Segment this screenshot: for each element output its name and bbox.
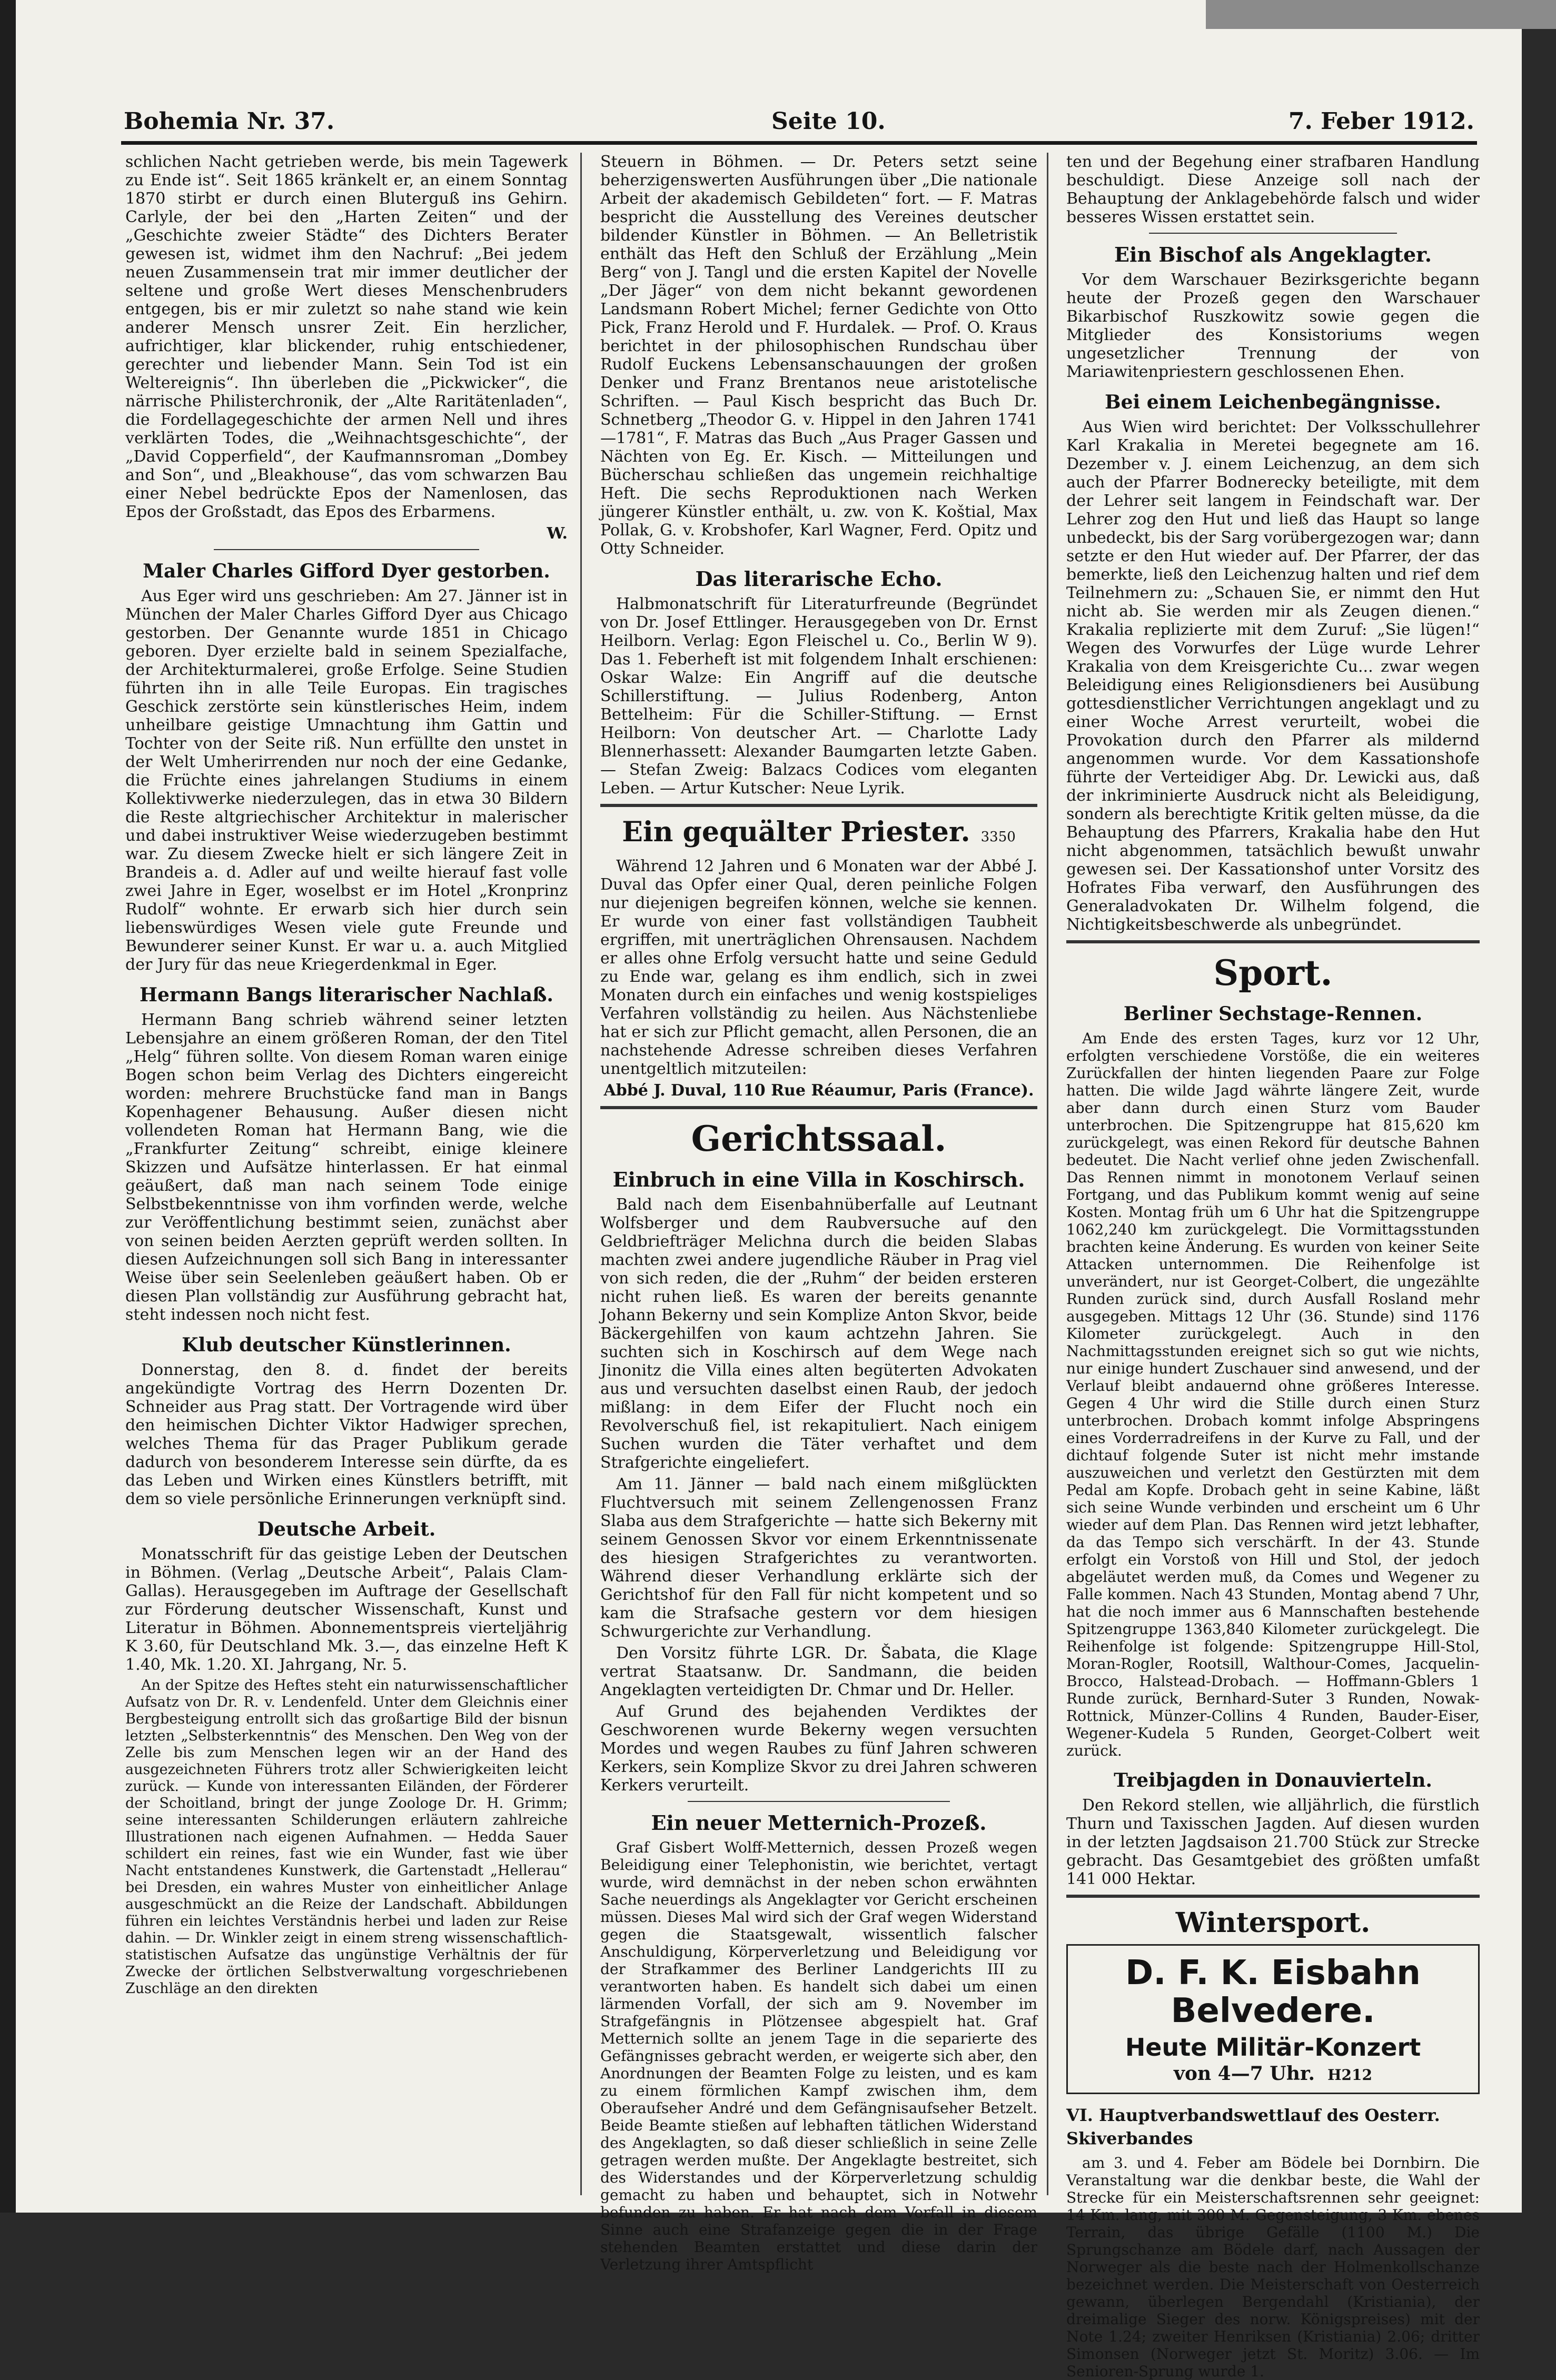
article-text: Den Vorsitz führte LGR. Dr. Šabata, die Klage vertrat Staatsanw. Dr. Sandmann, die beiden Angeklagten verteidigten Dr. Chmar und Dr. Heller. <box>600 1644 1037 1699</box>
article-text: Halbmonatschrift für Literaturfreunde (Begründet von Dr. Josef Ettlinger. Herausgegeben von Dr. Ernst Heilborn. Verlag: Egon Fleischel u. Co., Berlin W 9). Das 1. Feberheft ist mit folgendem Inhalt erschienen: Oskar Walze: Ein Angriff auf die deutsche Schillerstiftung. — Julius Rodenberg, Anton Bettelheim: Für die Schiller-Stiftung. — Ernst Heilborn: Von deutscher Art. — Charlotte Lady Blennerhassett: Alexander Baumgarten letzte Gaben. — Stefan Zweig: Balzacs Codices vom eleganten Leben. — Artur Kutscher: Neue Lyrik. <box>600 595 1037 798</box>
article-text: Vor dem Warschauer Bezirksgerichte begann heute der Prozeß gegen den Warschauer Bikarbischof Ruszkowitz sowie gegen die Mitglieder des Konsistoriums wegen ungesetzlicher Trennung der von Mariawitenpriestern geschlossenen Ehen. <box>1066 271 1480 381</box>
divider <box>1066 940 1480 943</box>
column-1 <box>125 153 568 2206</box>
ad-time-text: von 4—7 Uhr. <box>1174 2063 1315 2085</box>
article-headline: Treibjagden in Donauvierteln. <box>1114 1769 1432 1791</box>
article-text: Am 11. Jänner — bald nach einem mißglückten Fluchtversuch mit seinem Zellengenossen Franz Slaba aus dem Strafgerichte — hatte sich Bekerny mit seinem Genossen Skvor vor einem Erkenntnissenate des hiesigen Strafgerichtes zu verantworten. Während dieser Verhandlung erklärte sich der Gerichtshof für den Fall für nicht kompetent und so kam die Strafsache gestern vor dem hiesigen Schwurgerichte zur Verhandlung. <box>600 1475 1037 1641</box>
divider <box>688 1801 950 1802</box>
article-headline: VI. Hauptverbandswettlauf des Oesterr. Skiverbandes <box>1066 2105 1440 2148</box>
article-headline: Einbruch in eine Villa in Koschirsch. <box>612 1168 1025 1191</box>
ad-number: 3350 <box>980 829 1016 845</box>
article-text: ten und der Begehung einer strafbaren Handlung beschuldigt. Diese Anzeige soll nach der Behauptung der Anklagebehörde falsch und wider besseres Wissen erstattet sein. <box>1066 153 1480 226</box>
ad-code: H212 <box>1327 2066 1372 2084</box>
article-text: An der Spitze des Heftes steht ein naturwissenschaftlicher Aufsatz von Dr. R. v. Lendenfeld. Unter dem Gleichnis einer Bergbesteigung entrollt sich das großartige Bild der bisnun letzten „Selbsterkenntnis“ des Menschen. Den Weg von der Zelle bis zum Menschen legen wir an der Hand des ausgezeichneten Führers trotz aller Schwierigkeiten leicht zurück. — Kunde von interessanten Eiländen, der Förderer der Schoitland, bringt der junge Zoologe Dr. H. Grimm; seine interessanten Schilderungen erläutern zahlreiche Illustrationen nach eigenen Aufnahmen. — Hedda Sauer schildert ein reines, fast wie ein Wunder, fast wie über Nacht entstandenes Kunstwerk, die Gartenstadt „Hellerau“ bei Dresden, ein wahres Muster von einheitlicher Anlage ausgeschmückt an die Reize der Landschaft. Abbildungen führen ein leichtes Verständnis herbei und laden zur Reise dahin. — Dr. Winkler zeigt in einem streng wissenschaftlich-statistischen Aufsatze das ungünstige Verhältnis der für Zwecke der örtlichen Selbstverwaltung vorgeschriebenen Zuschläge an den direkten <box>125 1677 568 1997</box>
article-headline: Deutsche Arbeit. <box>257 1518 436 1540</box>
article-text: Den Rekord stellen, wie alljährlich, die fürstlich Thurn und Taxisschen Jagden. Auf diesen wurden in der letzten Jagdsaison 21.700 Stück zur Strecke gebracht. Das Gesamtgebiet des größten umfaßt 141 000 Hektar. <box>1066 1796 1480 1888</box>
section-heading: Wintersport. <box>1175 1907 1371 1939</box>
header-page-number: Seite 10. <box>771 108 886 135</box>
divider <box>214 549 479 550</box>
article-headline: Das literarische Echo. <box>695 567 943 591</box>
article-headline: Berliner Sechstage-Rennen. <box>1123 1003 1423 1025</box>
ad-text: Während 12 Jahren und 6 Monaten war der Abbé J. Duval das Opfer einer Qual, deren peinliche Folgen nur diejenigen begreifen können, welche sie kennen. Er wurde von einer fast vollständigen Taubheit ergriffen, mit unerträglichen Ohrensausen. Nachdem er alles ohne Erfolg versucht hatte und seine Geduld zu Ende war, gelang es ihm endlich, sich in zwei Monaten durch ein einfaches und wenig kostspieliges Verfahren vollständig zu heilen. Aus Nächstenliebe hat er sich zur Pflicht gemacht, allen Personen, die an nachstehende Adresse schreiben dieses Verfahren unentgeltlich mitzuteilen: <box>600 857 1037 1078</box>
newspaper-page <box>16 0 1522 2380</box>
article-text: Aus Wien wird berichtet: Der Volksschullehrer Karl Krakalia in Meretei begegnete am 16. Dezember v. J. einem Leichenzug, an dem sich auch der Pfarrer Bodnerecky beteiligte, mit dem der Lehrer seit langem in Feindschaft war. Der Lehrer zog den Hut und ließ das Haupt so lange unbedeckt, bis der Sarg vorübergezogen war; dann setzte er den Hut wieder auf. Der Pfarrer, der das bemerkte, ließ den Leichenzug halten und rief dem Teilnehmern zu: „Schauen Sie, er nimmt den Hut nicht ab. Sie werden mir als Zeugen dienen.“ Krakalia replizierte mit dem Zuruf: „Sie lügen!“ Wegen des Vorwurfes der Lüge wurde Lehrer Krakalia von dem Kreisgerichte Cu... zwar wegen Beleidigung eines Religionsdieners bei Ausübung gottesdienstlicher Verrichtungen angeklagt und zu einer Woche Arrest verurteilt, wobei die Provokation durch den Pfarrer als mildernd angenommen wurde. Vor dem Kassationshofe führte der Verteidiger Abg. Dr. Lewicki aus, daß der inkriminierte Ausdruck nicht als Beleidigung, sondern als berechtigte Kritik gelten müsse, da die Behauptung des Pfarrers, Krakalia habe den Hut nicht abgenommen, tatsächlich bewußt unwahr gewesen sei. Der Kassationshof unter Vorsitz des Hofrates Fiba verwarf, den Ausführungen des Generaladvokaten Dr. Wilhelm folgend, die Nichtigkeitsbeschwerde als unbegründet. <box>1066 418 1480 934</box>
article-text: Donnerstag, den 8. d. findet der bereits angekündigte Vortrag des Herrn Dozenten Dr. Schneider aus Prag statt. Der Vortragende wird über den heimischen Dichter Viktor Hadwiger sprechen, welches Thema für das Prager Publikum gerade dadurch von besonderem Interesse sein dürfte, da es das Leben und Wirken eines Künstlers betrifft, mit dem so viele persönliche Erinnerungen verknüpft sind. <box>125 1361 568 1508</box>
page-header <box>124 108 1474 140</box>
article-headline: Bei einem Leichenbegängnisse. <box>1105 391 1441 413</box>
ad-time <box>1075 2065 1471 2084</box>
column-3 <box>1066 153 1480 2380</box>
advertisement <box>600 816 1037 1100</box>
article-text: Graf Gisbert Wolff-Metternich, dessen Prozeß wegen Beleidigung einer Telephonistin, wie berichtet, vertagt wurde, wird demnächst in der neben schon erwähnten Sache neuerdings als Angeklagter vor Gericht erscheinen müssen. Dieses Mal wird sich der Graf wegen Widerstand gegen die Staatsgewalt, wissentlich falscher Anschuldigung, Körperverletzung und Beleidigung vor der Strafkammer des Berliner Landgerichts III zu verantworten haben. Es handelt sich dabei um einen lärmenden Vorfall, der sich am 9. November im Strafgefängnis in Plötzensee abgespielt hat. Graf Metternich sollte an jenem Tage in die separierte des Gefängnisses gebracht werden, er weigerte sich aber, den Anordnungen der Beamten Folge zu leisten, und es kam zu einem förmlichen Kampf zwischen ihm, dem Oberaufseher André und dem Gefängnisaufseher Betzelt. Beide Beamte stießen auf lebhaften tätlichen Widerstand des Angeklagten, so daß dieser schließlich in seine Zelle getragen werden mußte. Der Angeklagte bestreitet, sich des Widerstandes und der Körperverletzung schuldig gemacht zu haben und behauptet, sich in Notwehr befunden zu haben. Er hat nach dem Vorfall in diesem Sinne auch eine Strafanzeige gegen die in der Frage stehenden Beamten erstattet und diese darin der Verletzung ihrer Amtspflicht <box>600 1839 1037 2273</box>
ad-subtitle: Heute Militär-Konzert <box>1125 2033 1421 2062</box>
header-masthead: Bohemia Nr. 37. <box>124 108 335 135</box>
article-text: Bald nach dem Eisenbahnüberfalle auf Leutnant Wolfsberger und dem Raubversuche auf den Geldbriefträger Melichna durch die beiden Slabas machten zwei andere jugendliche Räuber in Prag viel von sich reden, die der „Ruhm“ der beiden ersteren nicht ruhen ließ. Es waren der bereits genannte Johann Bekerny und sein Komplize Anton Skvor, beide Bäckergehilfen von kaum achtzehn Jahren. Sie suchten sich in Koschirsch auf dem Wege nach Jinonitz die Villa eines alten begüterten Advokaten aus und versuchten daselbst einen Raub, der jedoch mißlang: in dem Eifer der Flucht noch ein Revolverschuß fiel, ist rekapituliert. Nach einigem Suchen wurden die Täter verhaftet und dem Strafgerichte eingeliefert. <box>600 1196 1037 1472</box>
article-text: Steuern in Böhmen. — Dr. Peters setzt seine beherzigenswerten Ausführungen über „Die nationale Arbeit der akademisch Gebildeten“ fort. — F. Matras bespricht die Ausstellung des Vereines deutscher bildender Künstler in Böhmen. — An Belletristik enthält das Heft den Schluß der Erzählung „Mein Berg“ von J. Tangl und die ersten Kapitel der Novelle „Der Jäger“ von dem nicht bekannt gewordenen Landsmann Robert Michel; ferner Gedichte von Otto Pick, Franz Herold und F. Hurdalek. — Prof. O. Kraus berichtet in der philosophischen Rundschau über Rudolf Euckens Lebensanschauungen der großen Denker und Franz Brentanos neue aristotelische Schriften. — Paul Kisch bespricht das Buch Dr. Schnetberg „Theodor G. v. Hippel in den Jahren 1741—1781“, F. Matras das Buch „Aus Prager Gassen und Nächten von Eg. Er. Kisch. — Mitteilungen und Bücherschau schließen das ungemein reichhaltige Heft. Die sechs Reproduktionen nach Werken jüngerer Künstler enthält, u. zw. von K. Koštial, Max Pollak, G. v. Krobshofer, Karl Wagner, Ferd. Opitz und Otty Schneider. <box>600 153 1037 558</box>
article-text: am 3. und 4. Feber am Bödele bei Dornbirn. Die Veranstaltung war die denkbar beste, die Wahl der Strecke für ein Meisterschaftsrennen sehr geeignet: 14 Km. lang, mit 300 M. Gegensteigung, 3 Km. ebenes Terrain, das übrige Gefälle (1100 M.) Die Sprungschanze am Bödele darf, nach Aussagen der Norweger als die beste nach der Holmenkollschanze bezeichnet werden. Die Meisterschaft von Oesterreich gewann, überlegen Bergendahl (Kristiania), der dreimalige Sieger des norw. Königspreises) mit der Note 1.24; zweiter Henriksen (Kristiania) 2.06; dritter Simonsen (Norweger jetzt St. Moritz) 3.06. — Im Senioren-Sprung wurde 1. <box>1066 2154 1480 2380</box>
article-text: Aus Eger wird uns geschrieben: Am 27. Jänner ist in München der Maler Charles Gifford Dyer aus Chicago gestorben. Der Genannte wurde 1851 in Chicago geboren. Dyer erzielte bald in seinem Spezialfache, der Architekturmalerei, große Erfolge. Seine Studien führten ihn in alle Teile Europas. Ein tragisches Geschick zerstörte sein künstlerisches Heim, indem unheilbare geistige Umnachtung ihm Gattin und Tochter von der Seite riß. Nun erfüllte den unstet in der Welt Umherirrenden nur noch der eine Gedanke, die Früchte eines jahrelangen Studiums in einem Kollektivwerke niederzulegen, das in etwa 30 Bildern die Reste altgriechischer Architektur in malerischer und dabei instruktiver Weise wiederzugeben bestimmt war. Zu diesem Zwecke hielt er sich längere Zeit in Brandeis a. d. Adler auf und weilte hierauf fast volle zwei Jahre in Eger, woselbst er im Hotel „Kronprinz Rudolf“ wohnte. Er erwarb sich hier durch sein liebenswürdiges Wesen viele gute Freunde und Bewunderer seiner Kunst. Er war u. a. auch Mitglied der Jury für das neue Kriegerdenkmal in Eger. <box>125 587 568 974</box>
column-2 <box>600 153 1037 2273</box>
divider <box>600 804 1037 807</box>
section-heading: Gerichtssaal. <box>691 1118 947 1159</box>
ad-title: D. F. K. Eisbahn Belvedere. <box>1125 1954 1421 2030</box>
header-date: 7. Feber 1912. <box>1288 108 1474 135</box>
ad-title: Ein gequälter Priester. <box>622 816 970 848</box>
column-rule <box>1047 153 1048 2195</box>
article-text: Hermann Bang schrieb während seiner letzten Lebensjahre an einem größeren Roman, der den Titel „Helg“ führen sollte. Von diesem Roman waren einige Bogen schon beim Verlag des Dichters eingereicht worden: mehrere Bruchstücke fand man in Bangs Kopenhagener Behausung. Außer diesen nicht vollendeten Roman hat Hermann Bang, wie die „Frankfurter Zeitung“ schreibt, einige kleinere Skizzen und Aufsätze hinterlassen. Er hat einmal geäußert, daß man nach seinem Tode einige Selbstbekenntnisse von ihm vorfinden werde, welche zur Veröffentlichung bestimmt seien, zunächst aber von seinen beiden Aerzten geprüft werden sollten. In diesen Aufzeichnungen soll sich Bang in interessanter Weise über sein Seelenleben geäußert haben. Ob er diesen Plan vollständig zur Ausführung gebracht hat, steht indessen noch nicht fest. <box>125 1011 568 1324</box>
scan-shadow <box>1206 0 1556 29</box>
article-headline: Hermann Bangs literarischer Nachlaß. <box>140 984 553 1006</box>
article-text: Auf Grund des bejahenden Verdiktes der Geschworenen wurde Bekerny wegen versuchten Mordes und wegen Raubes zu fünf Jahren schweren Kerkers, sein Komplize Skvor zu drei Jahren schweren Kerkers verurteilt. <box>600 1702 1037 1795</box>
article-headline: Ein neuer Metternich-Prozeß. <box>651 1811 987 1835</box>
ad-headline <box>600 816 1037 853</box>
divider <box>1066 1895 1480 1898</box>
scan-border <box>0 0 16 2213</box>
article-headline: Maler Charles Gifford Dyer gestorben. <box>143 560 550 582</box>
article-text: Monatsschrift für das geistige Leben der Deutschen in Böhmen. (Verlag „Deutsche Arbeit“, Palais Clam-Gallas). Herausgegeben im Auftrage der Gesellschaft zur Förderung deutscher Wissenschaft, Kunst und Literatur in Böhmen. Abonnementspreis vierteljährig K 3.60, für Deutschland Mk. 3.—, das einzelne Heft K 1.40, Mk. 1.20. XI. Jahrgang, Nr. 5. <box>125 1545 568 1674</box>
advertisement <box>1066 1944 1480 2094</box>
article-signature: W. <box>547 524 568 543</box>
ad-address: Abbé J. Duval, 110 Rue Réaumur, Paris (France). <box>603 1081 1034 1100</box>
divider <box>1149 233 1397 234</box>
article-headline: Ein Bischof als Angeklagter. <box>1114 243 1432 266</box>
column-rule <box>580 153 582 2195</box>
article-headline: Klub deutscher Künstlerinnen. <box>182 1334 511 1356</box>
divider <box>600 1106 1037 1109</box>
article-text: schlichen Nacht getrieben werde, bis mein Tagewerk zu Ende ist“. Seit 1865 kränkelt er, an einem Sonntag 1870 stirbt er durch einen Bluterguß ins Gehirn. Carlyle, der bei den „Harten Zeiten“ und der „Geschichte zweier Städte“ des Dichters Berater gewesen ist, widmet ihm den Nachruf: „Bei jedem neuen Zusammensein trat mir immer deutlicher der seltene und große Wert dieses Menschenbruders entgegen, bis er mir zuletzt so nahe stand wie kein anderer Mensch unsrer Zeit. Ein herzlicher, aufrichtiger, klar blickender, ruhig entschiedener, gerechter und liebender Mann. Sein Tod ist ein Weltereignis“. Ihn überleben die „Pickwicker“, die närrische Philisterchronik, der „Alte Raritätenladen“, die Fordellagegeschichte der armen Nell und ihres verklärten Todes, die „Weihnachtsgeschichte“, der „David Copperfield“, der Kaufmannsroman „Dombey and Son“, und „Bleakhouse“, das vom schwarzen Bau einer Nebel bedrückte Epos der Namenlosen, das Epos der Großstadt, das Epos des Erbarmens. <box>125 153 568 521</box>
section-heading: Sport. <box>1213 952 1333 993</box>
header-rule <box>121 141 1477 145</box>
article-text: Am Ende des ersten Tages, kurz vor 12 Uhr, erfolgten verschiedene Vorstöße, die ein weiteres Zurückfallen der hinten liegenden Paare zur Folge hatten. Die wilde Jagd währte längere Zeit, wurde aber dann durch einen Sturz vom Bauder unterbrochen. Die Spitzengruppe hat 815,620 km zurückgelegt, was einen Rekord für deutsche Bahnen bedeutet. Die Nacht verlief ohne jeden Zwischenfall. Das Rennen nimmt in monotonem Verlauf seinen Fortgang, und das Publikum kommt wenig auf seine Kosten. Montag früh um 6 Uhr hat die Spitzengruppe 1062,240 km zurückgelegt. Die Vormittagsstunden brachten keine Änderung. Es wurden von keiner Seite Attacken unternommen. Die Reihenfolge ist unverändert, nur ist Georget-Colbert, die ungezählte Runden zurück sind, durch Ausfall Rosland mehr ausgegeben. Mittags 12 Uhr (36. Stunde) sind 1176 Kilometer zurückgelegt. Auch in den Nachmittagsstunden ereignet sich so gut wie nichts, nur einige hundert Zuschauer sind anwesend, und der Verlauf bleibt andauernd ohne größeres Interesse. Gegen 4 Uhr wird die Stille durch einen Sturz unterbrochen. Drobach kommt infolge Abspringens eines Vorderradreifens in der Kurve zu Fall, und der dichtauf folgende Suter ist nicht mehr imstande auszuweichen und verletzt den Gestürzten mit dem Pedal am Kopfe. Drobach geht in seine Kabine, läßt sich seine Wunde verbinden und erscheint um 6 Uhr wieder auf dem Plan. Das Rennen wird jetzt lebhafter, da das Tempo sich verschärft. In der 43. Stunde erfolgt ein Vorstoß von Hill und Stol, der jedoch abgeläutet werden muß, da Comes und Wegener zu Falle kommen. Nach 43 Stunden, Montag abend 7 Uhr, hat die noch immer aus 6 Mannschaften bestehende Spitzengruppe 1363,840 Kilometer zurückgelegt. Die Reihenfolge ist folgende: Spitzengruppe Hill-Stol, Moran-Rogler, Rootsill, Walthour-Comes, Jacquelin-Brocco, Halstead-Drobach. — Hoffmann-Gblers 1 Runde zurück, Bernhard-Suter 3 Runden, Nowak-Rottnick, Münzer-Collins 4 Runden, Bauder-Eiser, Wegener-Kudela 5 Runden, Georget-Colbert weit zurück. <box>1066 1030 1480 1759</box>
